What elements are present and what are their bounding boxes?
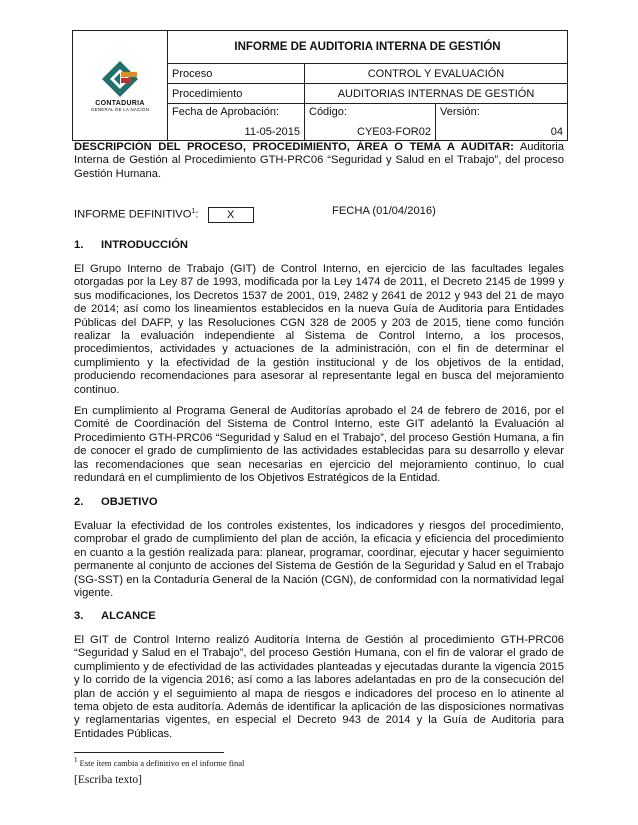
footer-placeholder-text: [Escriba texto]: [74, 774, 143, 786]
section-1-number: 1.: [74, 239, 84, 251]
contaduria-emblem-icon: [98, 59, 142, 99]
version-cell: [436, 104, 568, 141]
version-label: Versión:: [440, 106, 480, 118]
section-1-paragraph-1: El Grupo Interno de Trabajo (GIT) de Control Interno, en ejercicio de las facultades legales otorgadas por la Ley 87 de 1993, modificada por la Ley 1474 de 2011, el Decreto 2145 de 1999 y sus modificaciones, los Decretos 1537 de 2001, 019, 2482 y 2641 de 2012 y 943 del 21 de mayo de 2014; así como los lineamientos establecidos en la nueva Guía de Auditoria para Entidades Públicas del DAFP, y las Resoluciones CGN 328 de 2005 y 203 de 2015, tiene como función realizar la evaluación independiente al Sistema de Control Interno, a los procesos, procedimientos, actividades y actuaciones de la administración, con el fin de determinar el cumplimiento y la efectividad de la gestión institucional y de los objetivos de la entidad, produciendo recomendaciones para asesorar al representante legal en busca del mejoramiento continuo.: [74, 263, 564, 396]
informe-definitivo-row: [74, 205, 564, 223]
fecha-aprobacion-value: 11-05-2015: [244, 126, 300, 138]
procedimiento-label: Procedimiento: [168, 84, 305, 104]
footnote-separator: [74, 752, 224, 753]
section-2-title: OBJETIVO: [101, 496, 158, 508]
section-2-number: 2.: [74, 496, 84, 508]
codigo-label: Código:: [309, 106, 347, 118]
descripcion-text: Auditoria Interna de Gestión al Procedimiento GTH-PRC06 “Seguridad y Salud en el Trabajo”, del proceso Gestión Humana.: [74, 141, 564, 180]
definitivo-checkbox: X: [208, 207, 254, 223]
proceso-value: CONTROL Y EVALUACIÓN: [305, 64, 568, 84]
section-3-paragraph-1: El GIT de Control Interno realizó Auditoría Interna de Gestión al procedimiento GTH-PRC06 “Seguridad y Salud en el Trabajo”, del proceso Gestión Humana, con el fin de valorar el grado de cumplimiento y de efectividad de las actividades planteadas y ejecutadas durante la vigencia 2015 y lo corrido de la vigencia 2016; así como a las labores adelantadas en pro de la consecución del plan de acción y el seguimiento al mapa de riesgos e indicadores del proceso en lo atinente al tema objeto de esta auditoría. Además de identificar la aplicación de las disposiciones normativas y reglamentarias vigentes, en especial el Decreto 943 de 2014 y la Guía de Auditoria para Entidades Públicas.: [74, 634, 564, 740]
logo-cell: [73, 31, 168, 141]
fecha-aprobacion-cell: [168, 104, 305, 141]
descripcion-label: DESCRIPCIÓN DEL PROCESO, PROCEDIMIENTO, ÁREA O TEMA A AUDITAR:: [74, 141, 514, 153]
footnote-text: Este ítem cambia a definitivo en el informe final: [79, 757, 245, 768]
informe-colon: :: [195, 208, 199, 221]
section-1-heading: [74, 239, 564, 252]
informe-fecha: FECHA (01/04/2016): [332, 205, 436, 217]
footnote-ref: 1: [191, 208, 196, 215]
informe-definitivo-label: INFORME DEFINITIVO: [74, 208, 192, 221]
section-2-heading: [74, 496, 564, 509]
section-1-paragraph-2: En cumplimiento al Programa General de Auditorías aprobado el 24 de febrero de 2016, por el Comité de Coordinación del Sistema de Control Interno, este GIT adelantó la Evaluación al Procedimiento GTH-PRC06 “Seguridad y Salud en el Trabajo”, del proceso Gestión Humana, a fin de conocer el grado de cumplimiento de las actividades establecidas para su desarrollo y elevar las recomendaciones que sean necesarias en ejercicio del mejoramiento continuo, lo cual redundará en el cumplimiento de los Objetivos Estratégicos de la Entidad.: [74, 405, 564, 485]
section-1-title: INTRODUCCIÓN: [101, 239, 189, 251]
document-header-table: [72, 30, 568, 141]
section-2-paragraph-1: Evaluar la efectividad de los controles existentes, los indicadores y riesgos del procedimiento, comprobar el grado de cumplimiento del plan de acción, la eficacia y eficiencia del procedimiento en cuanto a la gestión realizada para: planear, programar, coordinar, ejecutar y hacer seguimiento permanente al conjunto de acciones del Sistema de Gestión de la Seguridad y Salud en el Trabajo (SG-SST) en la Contaduría General de la Nación (CGN), de conformidad con la normatividad legal vigente.: [74, 520, 564, 600]
footnote: [74, 756, 244, 768]
logo-subtitle: GENERAL DE LA NACIÓN: [90, 107, 150, 112]
fecha-aprobacion-label: Fecha de Aprobación:: [172, 106, 280, 118]
footnote-mark: 1: [74, 756, 78, 764]
logo-name: CONTADURIA: [95, 100, 145, 107]
contaduria-logo: [77, 59, 163, 112]
codigo-cell: [305, 104, 436, 141]
descripcion-block: [74, 141, 564, 181]
section-3-title: ALCANCE: [101, 610, 156, 622]
codigo-value: CYE03-FOR02: [357, 126, 431, 138]
document-title: INFORME DE AUDITORIA INTERNA DE GESTIÓN: [168, 31, 568, 64]
section-3-number: 3.: [74, 610, 84, 622]
proceso-label: Proceso: [168, 64, 305, 84]
version-value: 04: [550, 126, 563, 138]
section-3-heading: [74, 610, 564, 623]
procedimiento-value: AUDITORIAS INTERNAS DE GESTIÓN: [305, 84, 568, 104]
